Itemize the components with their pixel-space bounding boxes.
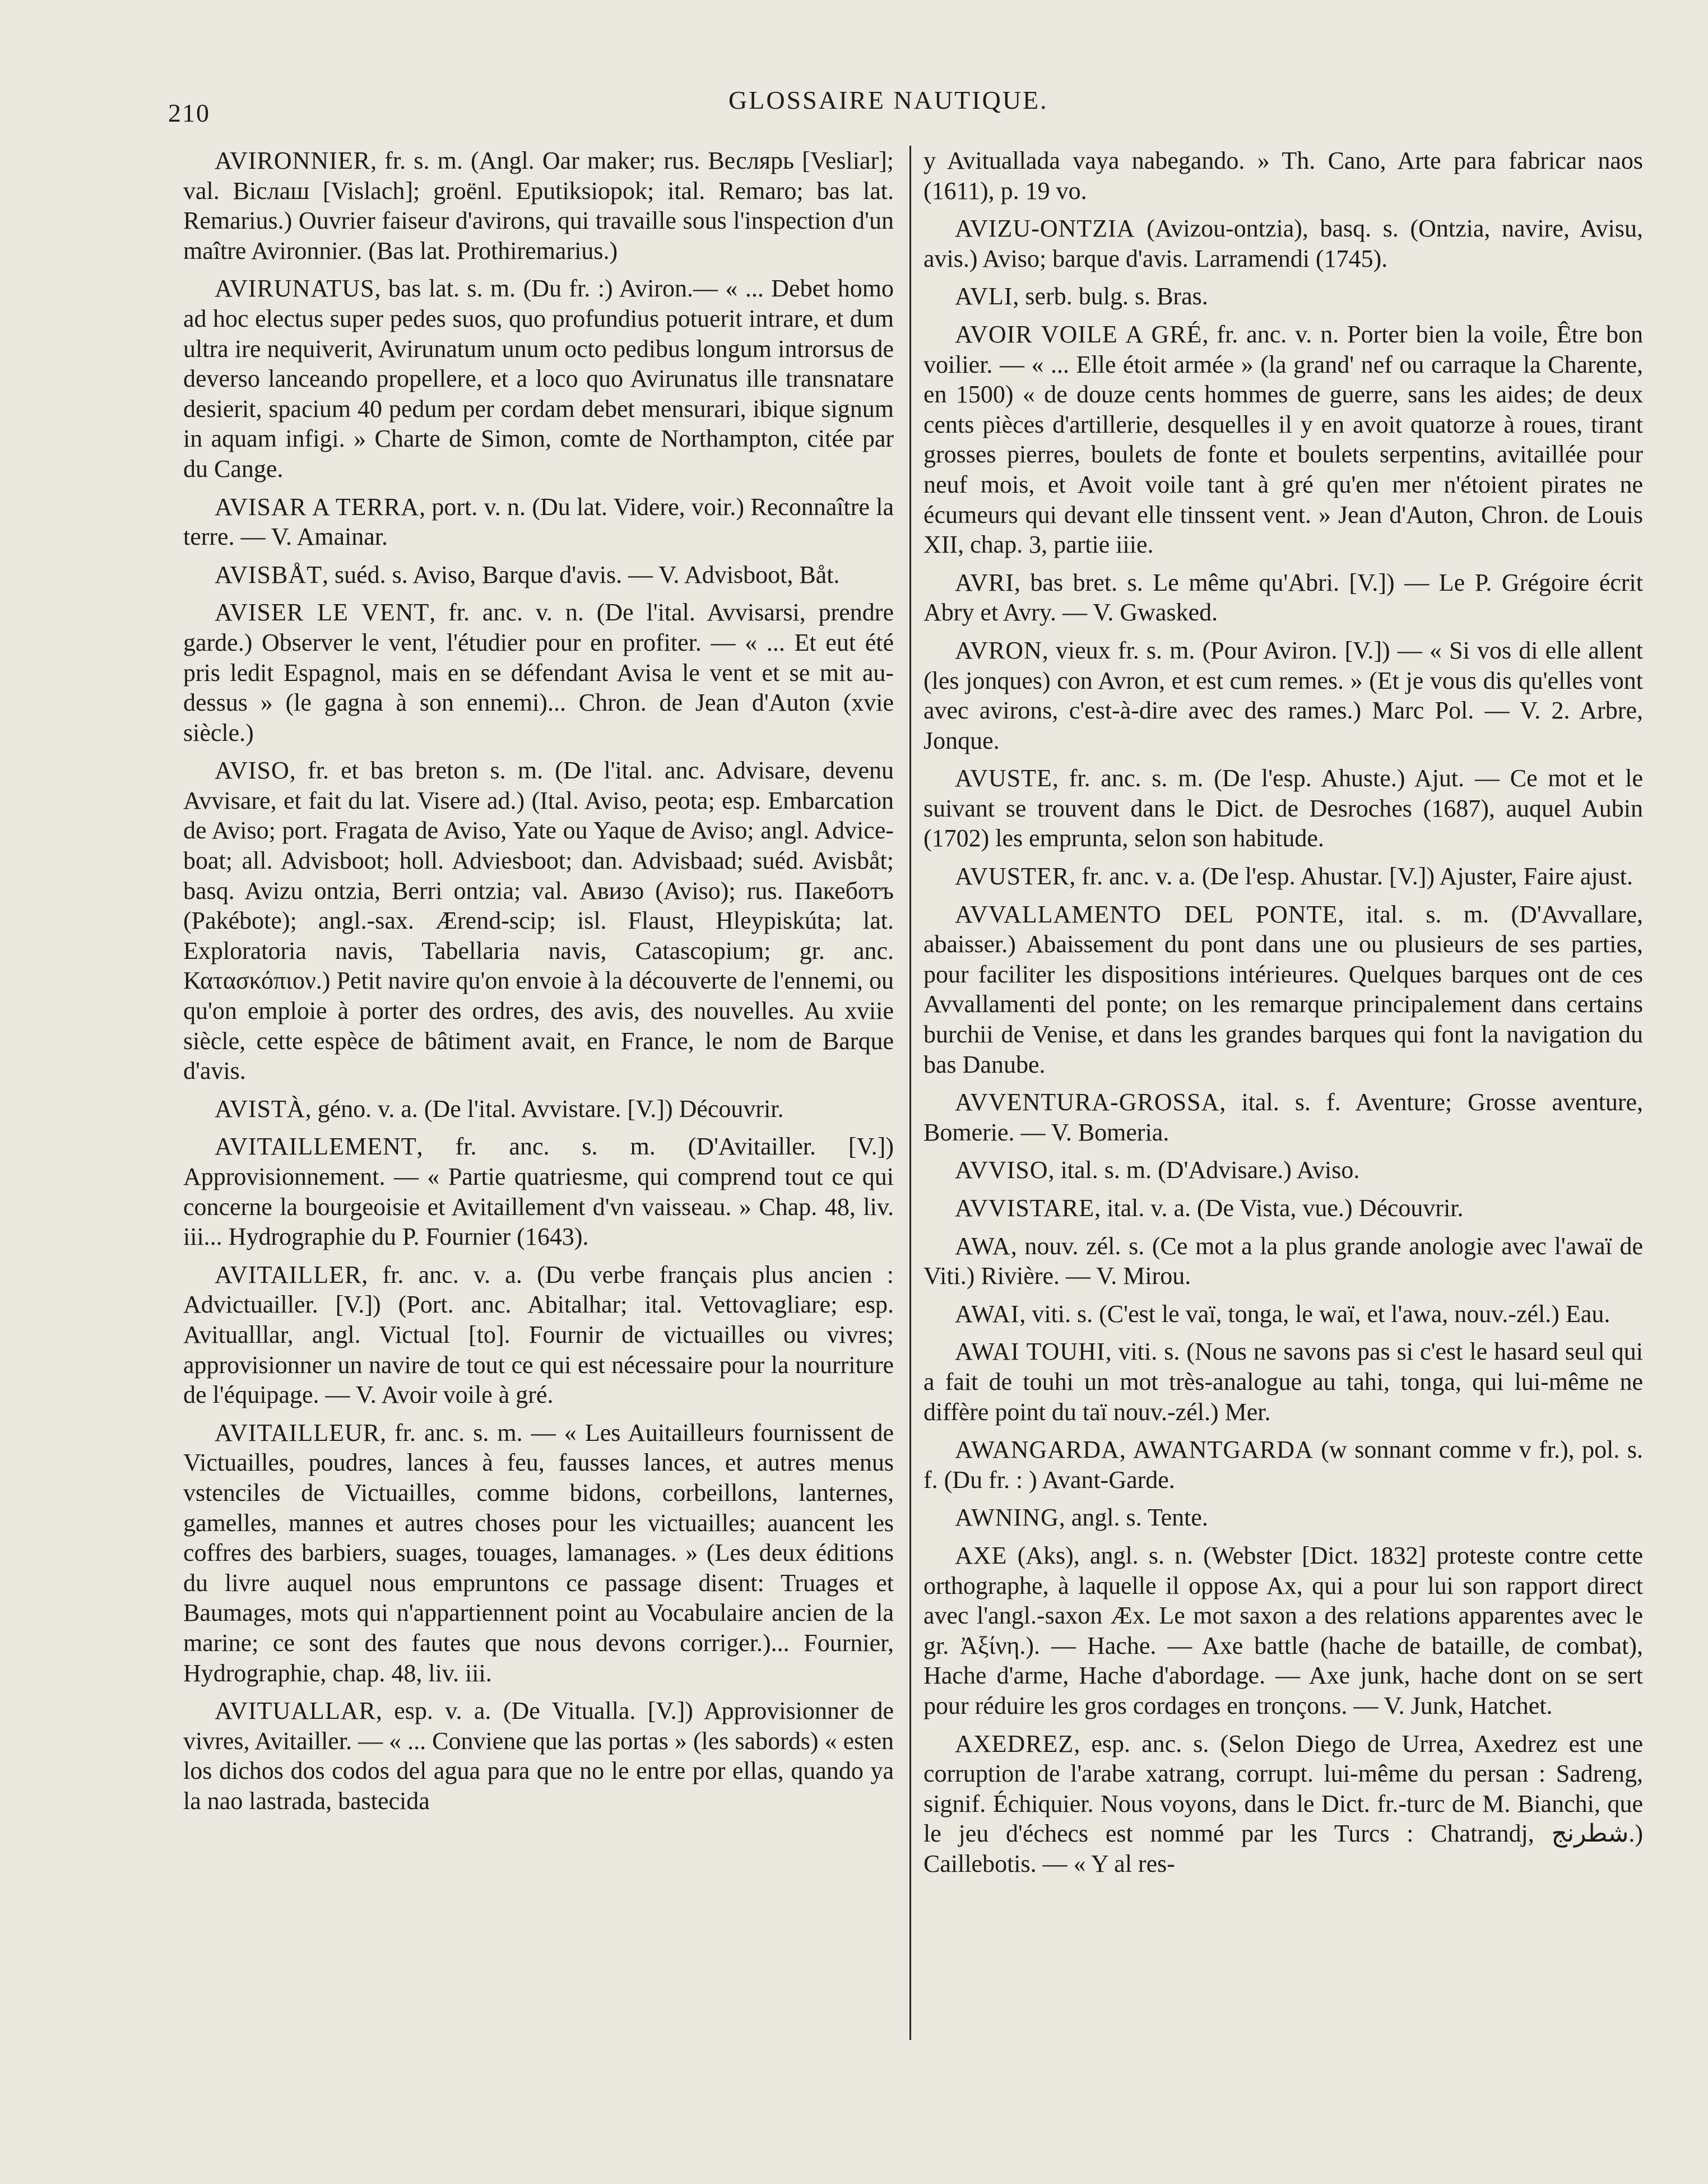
headword: AVVENTURA-GROSSA xyxy=(955,1088,1220,1116)
headword: AVRI xyxy=(955,568,1014,596)
definition: (w sonnant comme v fr.), pol. s. f. (Du fr. : ) Avant-Garde. xyxy=(923,1436,1643,1494)
definition: , suéd. s. Aviso, Barque d'avis. — V. Advisboot, Båt. xyxy=(322,560,840,588)
glossary-entry xyxy=(923,1729,1643,1879)
headword: AVVISTARE xyxy=(955,1194,1095,1222)
definition: , viti. s. (Nous ne savons pas si c'est le hasard seul qui a fait de touhi un mot très-analogue au tahi, tonga, qui lui-même ne diffère point du taï nouv.-zél.) Mer. xyxy=(923,1338,1643,1426)
headword: AWA xyxy=(955,1232,1011,1260)
page-number: 210 xyxy=(168,99,210,127)
running-title: GLOSSAIRE NAUTIQUE. xyxy=(728,86,1048,114)
definition: , fr. et bas breton s. m. (De l'ital. anc. Advisare, devenu Avvisare, et fait du lat. Visere ad.) (Ital. Aviso, peota; esp. Embarcation de Aviso; port. Fragata de Aviso, Yate ou Yaque de Aviso; angl. Advice-boat; all. Advisboot; holl. Adviesboot; dan. Advisbaad; suéd. Avisbåt; basq. Avizu ontzia, Berri ontzia; val. Авизо (Aviso); rus. Пакебoтъ (Pakébote); angl.-sax. Ærend-scip; isl. Flaust, Hleypiskúta; lat. Exploratoria navis, Tabellaria navis, Catascopium; gr. anc. Κατασκόπιον.) Petit navire qu'on envoie à la découverte de l'ennemi, ou qu'on emploie à porter des ordres, des avis, des nouvelles. Au xviie siècle, cette espèce de bâtiment avait, en France, le nom de Barque d'avis. xyxy=(183,757,894,1085)
glossary-entry xyxy=(923,1337,1643,1427)
headword: AVISO xyxy=(215,757,290,785)
glossary-entry xyxy=(183,1260,894,1410)
glossary-entry xyxy=(923,1193,1643,1223)
glossary-entry xyxy=(923,281,1643,312)
headword: AVITAILLEUR xyxy=(215,1418,380,1446)
headword: AVOIR VOILE A GRÉ xyxy=(955,320,1203,348)
column-divider xyxy=(909,146,911,2040)
definition: (Avizou-ontzia), basq. s. (Ontzia, navire, Avisu, avis.) Aviso; barque d'avis. Larramendi (1745). xyxy=(923,215,1643,272)
glossary-entry xyxy=(923,1299,1643,1329)
glossary-entry xyxy=(183,597,894,748)
headword: AVIRUNATUS xyxy=(215,275,375,303)
glossary-entry xyxy=(183,273,894,484)
glossary-entry xyxy=(183,560,894,590)
headword: AVITUALLAR xyxy=(215,1697,376,1725)
definition: , fr. s. m. (Angl. Oar maker; rus. Веслярь [Vesliar]; val. Віслаш [Vislach]; groënl. Eputiksiopok; ital. Remaro; bas lat. Remarius.) Ouvrier faiseur d'avirons, qui travaille sous l'inspection d'un maître Avironnier. (Bas lat. Prothiremarius.) xyxy=(183,147,894,265)
glossary-entry-continued xyxy=(923,146,1643,206)
glossary-entry xyxy=(923,861,1643,892)
definition: , fr. anc. s. m. — « Les Auitailleurs fournissent de Victuailles, poudres, lances à feu, fausses lances, et autres menus vstenciles de Victuailles, comme bidons, corbeillons, lanternes, gamelles, mannes et autres choses pour les victuailles; auancent les coffres des barbiers, suages, touages, lamanages. » (Les deux éditions du livre auquel nous empruntons ce passage disent: Truages et Baumages, mots qui n'appartiennent point au Vocabulaire ancien de la marine; ce sont des fautes que nous devons corriger.)... Fournier, Hydrographie, chap. 48, liv. iii. xyxy=(183,1418,894,1687)
glossary-entry xyxy=(923,1541,1643,1721)
definition: y Avituallada vaya nabegando. » Th. Cano, Arte para fabricar naos (1611), p. 19 vo. xyxy=(923,147,1643,205)
glossary-entry xyxy=(923,899,1643,1080)
definition: , bas lat. s. m. (Du fr. :) Aviron.— « ... Debet homo ad hoc electus super pedes suos, quo profundius potuerit intrare, et dum ultra ire nequiverit, Avirunatum unum octo pedibus longum introrsus de deverso lanceando propellere, et a loco quo Avirunatus ille transnatare desierit, spacium 40 pedum per cordam debet mensurari, ibique signum in aquam infigi. » Charte de Simon, comte de Northampton, citée par du Cange. xyxy=(183,275,894,483)
glossary-entry xyxy=(923,1435,1643,1495)
definition: , esp. v. a. (De Vitualla. [V.]) Approvisionner de vivres, Avitailler. — « ... Conviene que las portas » (les sabords) « esten los dichos dos codos del agua para que no le entre por ellas, quando ya la nao lastrada, bastecida xyxy=(183,1697,894,1815)
definition: , nouv. zél. s. (Ce mot a la plus grande anologie avec l'awaï de Viti.) Rivière. — V. Mirou. xyxy=(923,1232,1643,1290)
headword: AWAI TOUHI xyxy=(955,1338,1106,1366)
definition: , port. v. n. (Du lat. Videre, voir.) Reconnaître la terre. — V. Amainar. xyxy=(183,493,894,551)
headword: AVUSTER xyxy=(955,863,1070,891)
definition: , angl. s. Tente. xyxy=(1059,1504,1208,1532)
glossary-entry xyxy=(183,492,894,552)
headword: AVISTÀ xyxy=(215,1095,305,1123)
definition: , fr. anc. v. a. (De l'esp. Ahustar. [V.]) Ajuster, Faire ajust. xyxy=(1069,863,1633,891)
glossary-entry xyxy=(923,763,1643,854)
right-column xyxy=(923,146,1643,1886)
headword: AVISAR A TERRA xyxy=(215,493,420,521)
headword: AVVISO xyxy=(955,1156,1048,1184)
glossary-entry xyxy=(923,1503,1643,1533)
definition: , viti. s. (C'est le vaï, tonga, le waï, et l'awa, nouv.-zél.) Eau. xyxy=(1019,1300,1610,1328)
definition: , ital. s. m. (D'Avvallare, abaisser.) Abaissement du pont dans une ou plusieurs de ses parties, pour faciliter les dispositions intérieures. Quelques barques ont de ces Avvallamenti del ponte; on les remarque principalement dans certains burchii de Venise, et dans les grandes barques qui font la navigation du bas Danube. xyxy=(923,900,1643,1078)
definition: , ital. s. m. (D'Advisare.) Aviso. xyxy=(1048,1156,1360,1184)
glossary-entry xyxy=(183,1418,894,1688)
headword: AXE xyxy=(955,1541,1008,1569)
left-column xyxy=(183,146,894,1824)
glossary-entry xyxy=(183,1132,894,1251)
definition: , esp. anc. s. (Selon Diego de Urrea, Axedrez est une corruption de l'arabe xatrang, corrupt. lui-même du persan : Sadreng, signif. Échiquier. Nous voyons, dans le Dict. fr.-turc de M. Bianchi, que le jeu d'échecs est nommé par les Turcs : Chatrandj, شطرنج.) Caillebotis. — « Y al res- xyxy=(923,1729,1643,1877)
definition: , bas bret. s. Le même qu'Abri. [V.]) — Le P. Grégoire écrit Abry et Avry. — V. Gwasked. xyxy=(923,568,1643,627)
glossary-entry xyxy=(183,1094,894,1124)
headword: AWANGARDA, AWANTGARDA xyxy=(955,1436,1314,1464)
glossary-entry xyxy=(923,214,1643,273)
headword: AVITAILLER xyxy=(215,1260,362,1288)
definition: , vieux fr. s. m. (Pour Aviron. [V.]) — « Si vos di elle allent (les jonques) con Avron, et est cum remes. » (Et je vous dis qu'elles vont avec avirons, c'est-à-dire avec des rames.) Marc Pol. — V. 2. Arbre, Jonque. xyxy=(923,636,1643,754)
headword: AWAI xyxy=(955,1300,1020,1328)
headword: AVUSTE xyxy=(955,764,1052,792)
definition: , ital. v. a. (De Vista, vue.) Découvrir. xyxy=(1094,1194,1464,1222)
definition: , fr. anc. v. n. Porter bien la voile, Être bon voilier. — « ... Elle étoit armée » (la grand' nef ou carraque la Charente, en 1500) « de douze cents hommes de guerre, sans les aides; de deux cents pièces d'artillerie, desquelles il y en avoit quatorze à roues, tirant grosses pierres, boulets de fonte et boulets serpentins, avitaillée pour neuf mois, et Avoit voile tant à gré qu'en mer n'étoient pirates ne écumeurs qui devant elle tinssent vent. » Jean d'Auton, Chron. de Louis XII, chap. 3, partie iiie. xyxy=(923,320,1643,559)
definition: (Aks), angl. s. n. (Webster [Dict. 1832] proteste contre cette orthographe, à laquelle il oppose Ax, qui a pour lui son rapport direct avec l'angl.-saxon Æx. Le mot saxon a des relations apparentes avec le gr. Ἀξίνη.). — Hache. — Axe battle (hache de bataille, de combat), Hache d'arme, Hache d'abordage. — Axe junk, hache dont on se sert pour réduire les gros cordages en tronçons. — V. Junk, Hatchet. xyxy=(923,1541,1643,1719)
glossary-entry xyxy=(923,1155,1643,1185)
definition: , géno. v. a. (De l'ital. Avvistare. [V.]) Découvrir. xyxy=(305,1095,784,1123)
definition: , fr. anc. v. a. (Du verbe français plus ancien : Advictuailler. [V.]) (Port. anc. Abitalhar; ital. Vettovagliare; esp. Avitualllar, angl. Victual [to]. Fournir de victuailles ou vivres; approvisionner un navire de tout ce qui est nécessaire pour la nourriture de l'équipage. — V. Avoir voile à gré. xyxy=(183,1260,894,1409)
definition: , fr. anc. s. m. (D'Avitailler. [V.]) Approvisionnement. — « Partie quatriesme, qui comprend tout ce qui concerne la bourgeoisie et Avitaillement d'vn vaisseau. » Chap. 48, liv. iii... Hydrographie du P. Fournier (1643). xyxy=(183,1133,894,1251)
glossary-entry xyxy=(923,568,1643,628)
headword: AXEDREZ xyxy=(955,1729,1074,1758)
glossary-entry xyxy=(923,319,1643,560)
definition: , ital. s. f. Aventure; Grosse aventure, Bomerie. — V. Bomeria. xyxy=(923,1088,1643,1146)
headword: AVVALLAMENTO DEL PONTE xyxy=(955,900,1338,928)
headword: AWNING xyxy=(955,1504,1059,1532)
headword: AVIRONNIER xyxy=(215,147,371,174)
headword: AVISER LE VENT xyxy=(215,599,430,627)
glossary-entry xyxy=(183,755,894,1086)
definition: , fr. anc. s. m. (De l'esp. Ahuste.) Ajut. — Ce mot et le suivant se trouvent dans le Dict. de Desroches (1687), auquel Aubin (1702) les emprunta, selon son habitude. xyxy=(923,764,1643,852)
glossary-entry xyxy=(183,1696,894,1816)
glossary-entry xyxy=(923,636,1643,755)
glossary-entry xyxy=(923,1231,1643,1291)
headword: AVLI xyxy=(955,282,1013,310)
headword: AVITAILLEMENT xyxy=(215,1133,417,1161)
glossary-entry xyxy=(183,146,894,266)
headword: AVISBÅT xyxy=(215,560,323,588)
definition: , fr. anc. v. n. (De l'ital. Avvisarsi, prendre garde.) Observer le vent, l'étudier pour en profiter. — « ... Et eut été pris ledit Espagnol, mais en se défendant Avisa le vent et se mit au-dessus » (le gagna à son ennemi)... Chron. de Jean d'Auton (xvie siècle.) xyxy=(183,599,894,746)
definition: , serb. bulg. s. Bras. xyxy=(1013,282,1208,310)
glossary-entry xyxy=(923,1087,1643,1147)
headword: AVRON xyxy=(955,636,1042,664)
headword: AVIZU-ONTZIA xyxy=(955,215,1135,243)
